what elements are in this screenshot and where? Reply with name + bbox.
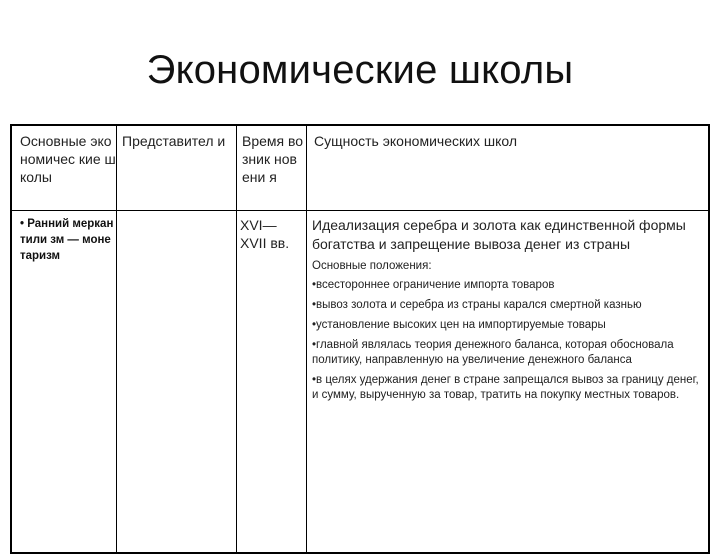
provision-item: •вывоз золота и серебра из страны карался смертной казнью [312, 299, 642, 311]
essence-text: Идеализация серебра и золота как единственной формы богатства и запрещение вывоза денег из страны [312, 217, 686, 252]
column-divider [116, 126, 117, 552]
provision-item: •всестороннее ограничение импорта товаров [312, 279, 555, 291]
provision-item: •в целях удержания денег в стране запрещался вывоз за границу денег, и сумму, вырученную за товар, тратить на покупку местных товаров. [312, 374, 699, 401]
slide-title: Экономические школы [146, 48, 574, 92]
header-schools: Основные экономичес кие школы [20, 133, 116, 185]
column-divider [306, 126, 307, 552]
school-period: XVI— XVII вв. [240, 217, 290, 251]
school-name: • Ранний меркантили зм — монетаризм [20, 218, 114, 262]
header-period: Время возник новени я [242, 133, 304, 185]
provisions-label: Основные положения: [312, 260, 432, 272]
essence-cell [312, 216, 704, 408]
column-divider [236, 126, 237, 552]
provision-item: •главной являлась теория денежного баланса, которая обосновала политику, направленную на увеличение денежного баланса [312, 339, 674, 366]
schools-table [10, 124, 710, 554]
provision-item: •установление высоких цен на импортируемые товары [312, 319, 606, 331]
header-divider [12, 210, 708, 211]
header-essence: Сущность экономических школ [314, 133, 517, 149]
header-representatives: Представител и [122, 133, 226, 149]
